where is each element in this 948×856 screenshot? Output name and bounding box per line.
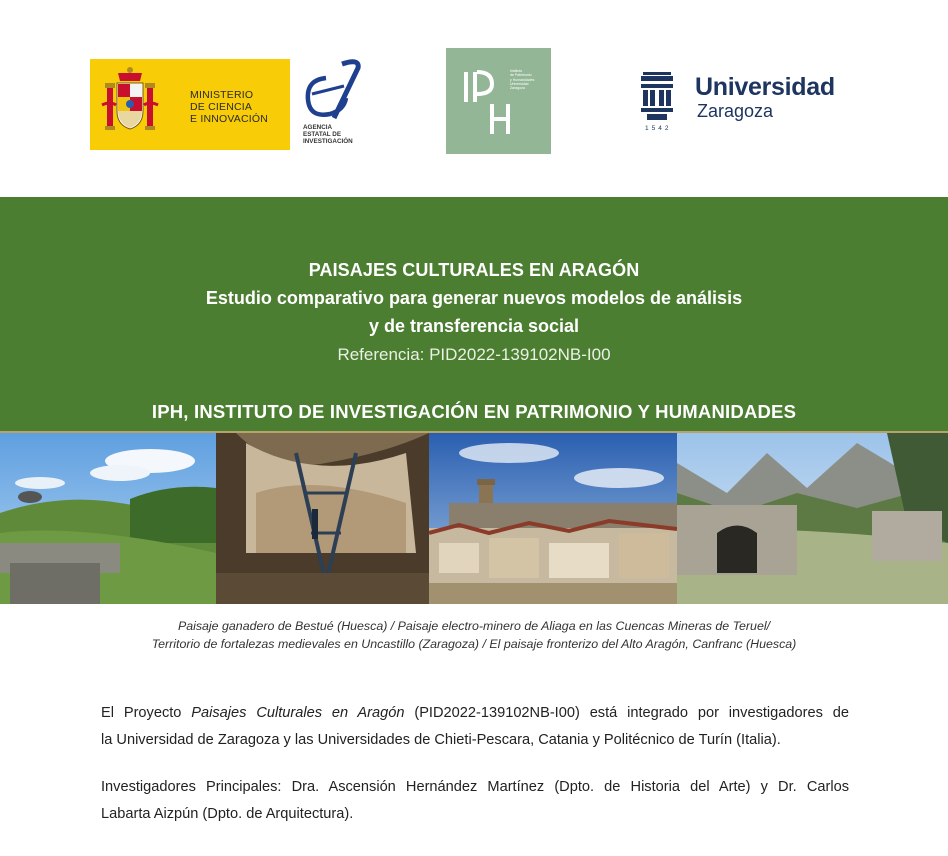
project-subtitle-line-2: y de transferencia social [368, 316, 580, 336]
caption-line: Paisaje ganadero de Bestué (Huesca) / Paisaje electro-minero de Aliaga en las Cuencas Mineras de Teruel/ [177, 619, 771, 633]
paragraph-line [101, 700, 849, 727]
photo-caption [0, 617, 948, 653]
aei-line: AGENCIA [303, 124, 333, 131]
iph-small-text [510, 69, 534, 90]
iph-line: de Patrimonio [510, 73, 532, 78]
ministerio-line: MINISTERIO [190, 88, 254, 101]
paragraph-line: Labarta Aizpún (Dpto. de Arquitectura). [101, 806, 354, 822]
university-year: 1542 [645, 125, 672, 132]
university-city: Zaragoza [697, 101, 774, 121]
principal-investigators [101, 774, 849, 828]
project-name-italic: Paisajes Culturales en Aragón [191, 705, 405, 721]
project-description [101, 700, 849, 754]
photo-aliaga [216, 433, 429, 604]
iph-line: Zaragoza [510, 86, 525, 91]
iph-logo [446, 48, 551, 154]
paragraph-line: Investigadores Principales: Dra. Ascensión Hernández Martínez (Dpto. de Historia del Arte) y Dr. Carlos [101, 779, 849, 795]
project-banner [0, 197, 948, 433]
iph-line: Instituto [510, 69, 523, 73]
project-title: PAISAJES CULTURALES EN ARAGÓN [308, 260, 640, 280]
ministerio-line: DE CIENCIA [190, 100, 253, 113]
photo-uncastillo [429, 433, 677, 604]
text-run: (PID2022-139102NB-I00) está integrado por investigadores de [404, 705, 849, 721]
aei-line: INVESTIGACIÓN [303, 138, 353, 145]
ministerio-logo [90, 59, 290, 150]
ministerio-line: E INNOVACIÓN [190, 112, 269, 125]
paragraph-line: la Universidad de Zaragoza y las Universidades de Chieti-Pescara, Catania y Politécnico de Turín (Italia). [101, 732, 781, 748]
iph-line: Universidad [510, 81, 529, 86]
institute-name: IPH, INSTITUTO DE INVESTIGACIÓN EN PATRIMONIO Y HUMANIDADES [151, 401, 797, 422]
spain-coat-of-arms-icon [90, 59, 170, 150]
project-subtitle-line-1: Estudio comparativo para generar nuevos modelos de análisis [205, 288, 743, 308]
universidad-zaragoza-logo [637, 70, 857, 140]
university-name: Universidad [695, 73, 835, 101]
iph-line: y Humanidades [510, 77, 535, 82]
ministerio-name [190, 89, 268, 125]
aei-line: ESTATAL DE [303, 131, 342, 138]
university-shield-icon [639, 70, 675, 126]
caption-line: Territorio de fortalezas medievales en Uncastillo (Zaragoza) / El paisaje fronterizo del Alto Aragón, Canfranc (Huesca) [151, 637, 797, 651]
text-run: El Proyecto [101, 705, 192, 721]
landscape-photos [0, 433, 948, 604]
aei-name [303, 124, 353, 145]
photo-canfranc [677, 433, 948, 604]
photo-bestue [0, 433, 216, 604]
project-reference: Referencia: PID2022-139102NB-I00 [337, 345, 611, 364]
